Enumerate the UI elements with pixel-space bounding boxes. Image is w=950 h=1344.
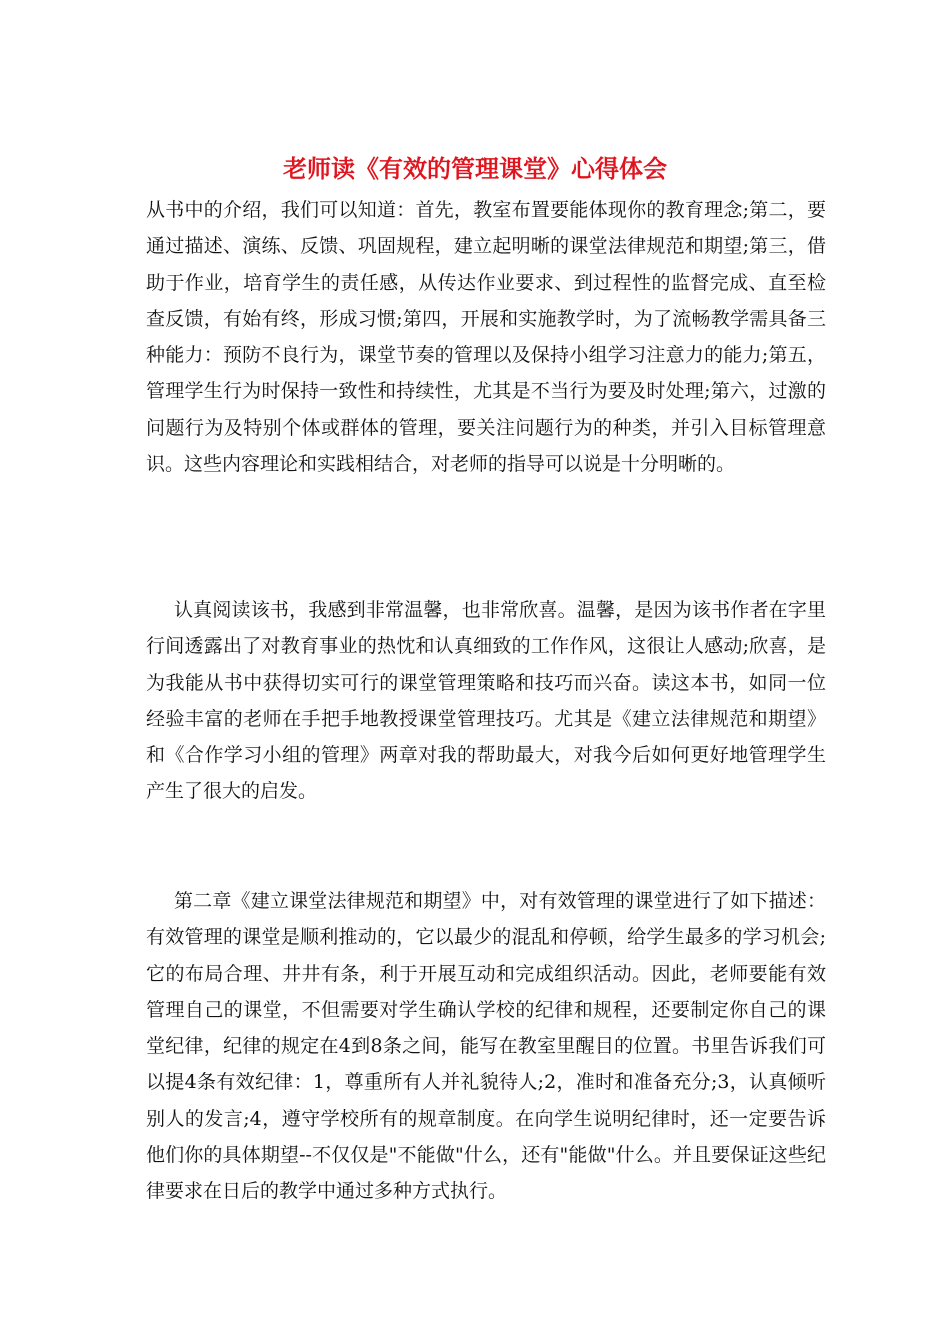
paragraph-2: 认真阅读该书，我感到非常温馨，也非常欣喜。温馨，是因为该书作者在字里行间透露出了对教育事业的热忱和认真细致的工作作风，这很让人感动;欣喜，是为我能从书中获得切实可行的课堂管理策略和技巧而兴奋。读这本书，如同一位经验丰富的老师在手把手地教授课堂管理技巧。尤其是《建立法律规范和期望》和《合作学习小组的管理》两章对我的帮助最大，对我今后如何更好地管理学生产生了很大的启发。 [146,599,826,803]
document-title: 老师读《有效的管理课堂》心得体会 [283,154,667,183]
paragraph-3: 第二章《建立课堂法律规范和期望》中，对有效管理的课堂进行了如下描述：有效管理的课堂是顺利推动的，它以最少的混乱和停顿，给学生最多的学习机会;它的布局合理、井井有条，利于开展互动和完成组织活动。因此，老师要能有效管理自己的课堂，不但需要对学生确认学校的纪律和规程，还要制定你自己的课堂纪律，纪律的规定在4到8条之间，能写在教室里醒目的位置。书里告诉我们可以提4条有效纪律：1，尊重所有人并礼貌待人;2，准时和准备充分;3，认真倾听别人的发言;4，遵守学校所有的规章制度。在向学生说明纪律时，还一定要告诉他们你的具体期望--不仅仅是"不能做"什么，还有"能做"什么。并且要保证这些纪律要求在日后的教学中通过多种方式执行。 [146,890,826,1203]
paragraph-1: 从书中的介绍，我们可以知道：首先，教室布置要能体现你的教育理念;第二，要通过描述、演练、反馈、巩固规程，建立起明晰的课堂法律规范和期望;第三，借助于作业，培育学生的责任感，从传达作业要求、到过程性的监督完成、直至检查反馈，有始有终，形成习惯;第四，开展和实施教学时，为了流畅教学需具备三种能力：预防不良行为，课堂节奏的管理以及保持小组学习注意力的能力;第五，管理学生行为时保持一致性和持续性，尤其是不当行为要及时处理;第六，过激的问题行为及特别个体或群体的管理，要关注问题行为的种类，并引入目标管理意识。这些内容理论和实践相结合，对老师的指导可以说是十分明晰的。 [146,199,826,476]
